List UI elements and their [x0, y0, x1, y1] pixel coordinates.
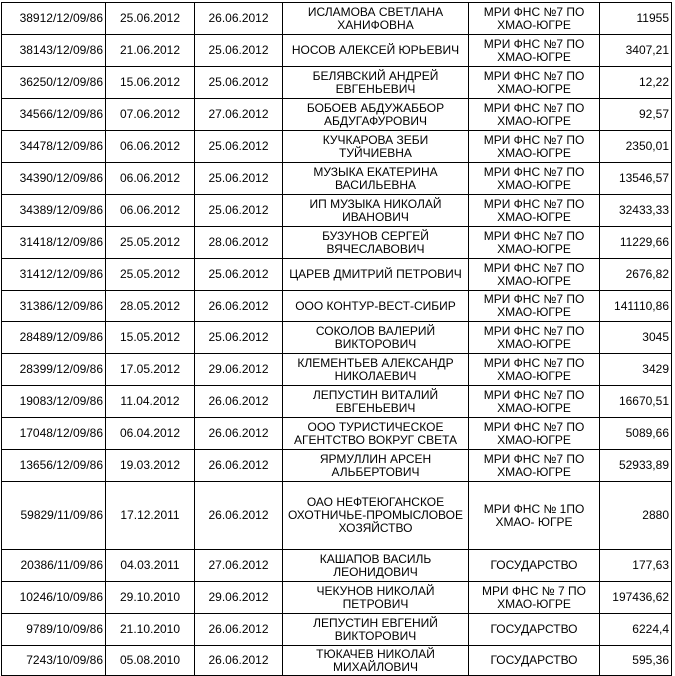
table-row: [2, 386, 672, 418]
amount-cell: 2350,01: [600, 131, 672, 163]
creditor-cell: ГОСУДАРСТВО: [469, 646, 600, 676]
debtor-name-cell: БУЗУНОВ СЕРГЕЙ ВЯЧЕСЛАВОВИЧ: [283, 227, 469, 259]
start-date-cell: 19.03.2012: [106, 450, 195, 482]
debtor-name-cell: КУЧКАРОВА ЗЕБИ ТУЙЧИЕВНА: [283, 131, 469, 163]
debtor-name-cell: ЧЕКУНОВ НИКОЛАЙ ПЕТРОВИЧ: [283, 582, 469, 614]
table-body: [2, 3, 672, 676]
start-date-cell: 06.04.2012: [106, 418, 195, 450]
end-date-cell: 26.06.2012: [195, 418, 283, 450]
start-date-cell: 25.06.2012: [106, 3, 195, 35]
start-date-cell: 15.06.2012: [106, 67, 195, 99]
start-date-cell: 29.10.2010: [106, 582, 195, 614]
debtor-name-cell: БЕЛЯВСКИЙ АНДРЕЙ ЕВГЕНЬЕВИЧ: [283, 67, 469, 99]
creditor-cell: МРИ ФНС №7 ПО ХМАО-ЮГРЕ: [469, 259, 600, 291]
amount-cell: 13546,57: [600, 163, 672, 195]
start-date-cell: 07.06.2012: [106, 99, 195, 131]
start-date-cell: 05.08.2010: [106, 646, 195, 676]
debtor-name-cell: ООО ТУРИСТИЧЕСКОЕ АГЕНТСТВО ВОКРУГ СВЕТА: [283, 418, 469, 450]
amount-cell: 52933,89: [600, 450, 672, 482]
amount-cell: 11955: [600, 3, 672, 35]
creditor-cell: МРИ ФНС №7 ПО ХМАО-ЮГРЕ: [469, 354, 600, 386]
table-row: [2, 418, 672, 450]
creditor-cell: МРИ ФНС № 7 ПО ХМАО-ЮГРЕ: [469, 582, 600, 614]
debt-register-table: [1, 2, 672, 676]
amount-cell: 3045: [600, 322, 672, 354]
debtor-name-cell: ИСЛАМОВА СВЕТЛАНА ХАНИФОВНА: [283, 3, 469, 35]
end-date-cell: 26.06.2012: [195, 386, 283, 418]
start-date-cell: 17.12.2011: [106, 482, 195, 550]
start-date-cell: 04.03.2011: [106, 550, 195, 582]
amount-cell: 3407,21: [600, 35, 672, 67]
debtor-name-cell: ЛЕПУСТИН ВИТАЛИЙ ЕВГЕНЬЕВИЧ: [283, 386, 469, 418]
start-date-cell: 17.05.2012: [106, 354, 195, 386]
amount-cell: 177,63: [600, 550, 672, 582]
end-date-cell: 25.06.2012: [195, 35, 283, 67]
case-number-cell: 38143/12/09/86: [2, 35, 106, 67]
creditor-cell: МРИ ФНС №7 ПО ХМАО-ЮГРЕ: [469, 450, 600, 482]
debtor-name-cell: БОБОЕВ АБДУЖАББОР АБДУГАФУРОВИЧ: [283, 99, 469, 131]
creditor-cell: МРИ ФНС №7 ПО ХМАО-ЮГРЕ: [469, 67, 600, 99]
creditor-cell: МРИ ФНС №7 ПО ХМАО-ЮГРЕ: [469, 291, 600, 322]
end-date-cell: 26.06.2012: [195, 614, 283, 646]
end-date-cell: 25.06.2012: [195, 259, 283, 291]
case-number-cell: 13656/12/09/86: [2, 450, 106, 482]
case-number-cell: 7243/10/09/86: [2, 646, 106, 676]
end-date-cell: 25.06.2012: [195, 131, 283, 163]
creditor-cell: МРИ ФНС №7 ПО ХМАО-ЮГРЕ: [469, 195, 600, 227]
start-date-cell: 11.04.2012: [106, 386, 195, 418]
creditor-cell: МРИ ФНС №7 ПО ХМАО-ЮГРЕ: [469, 35, 600, 67]
amount-cell: 16670,51: [600, 386, 672, 418]
start-date-cell: 15.05.2012: [106, 322, 195, 354]
end-date-cell: 27.06.2012: [195, 550, 283, 582]
amount-cell: 197436,62: [600, 582, 672, 614]
start-date-cell: 25.05.2012: [106, 259, 195, 291]
creditor-cell: МРИ ФНС №7 ПО ХМАО-ЮГРЕ: [469, 418, 600, 450]
table-row: [2, 35, 672, 67]
case-number-cell: 31418/12/09/86: [2, 227, 106, 259]
debtor-name-cell: ИП МУЗЫКА НИКОЛАЙ ИВАНОВИЧ: [283, 195, 469, 227]
table-row: [2, 550, 672, 582]
creditor-cell: МРИ ФНС № 1ПО ХМАО- ЮГРЕ: [469, 482, 600, 550]
table-row: [2, 3, 672, 35]
amount-cell: 5089,66: [600, 418, 672, 450]
debtor-name-cell: КАШАПОВ ВАСИЛЬ ЛЕОНИДОВИЧ: [283, 550, 469, 582]
case-number-cell: 59829/11/09/86: [2, 482, 106, 550]
start-date-cell: 25.05.2012: [106, 227, 195, 259]
case-number-cell: 38912/12/09/86: [2, 3, 106, 35]
table-row: [2, 450, 672, 482]
case-number-cell: 28489/12/09/86: [2, 322, 106, 354]
case-number-cell: 31386/12/09/86: [2, 291, 106, 322]
table-row: [2, 67, 672, 99]
amount-cell: 3429: [600, 354, 672, 386]
end-date-cell: 25.06.2012: [195, 195, 283, 227]
case-number-cell: 20386/11/09/86: [2, 550, 106, 582]
amount-cell: 12,22: [600, 67, 672, 99]
case-number-cell: 10246/10/09/86: [2, 582, 106, 614]
end-date-cell: 28.06.2012: [195, 227, 283, 259]
end-date-cell: 29.06.2012: [195, 354, 283, 386]
table-row: [2, 195, 672, 227]
end-date-cell: 29.06.2012: [195, 582, 283, 614]
table-row: [2, 582, 672, 614]
table-row: [2, 322, 672, 354]
end-date-cell: 26.06.2012: [195, 291, 283, 322]
start-date-cell: 21.06.2012: [106, 35, 195, 67]
case-number-cell: 34389/12/09/86: [2, 195, 106, 227]
amount-cell: 92,57: [600, 99, 672, 131]
creditor-cell: МРИ ФНС №7 ПО ХМАО-ЮГРЕ: [469, 99, 600, 131]
amount-cell: 595,36: [600, 646, 672, 676]
case-number-cell: 34390/12/09/86: [2, 163, 106, 195]
creditor-cell: МРИ ФНС №7 ПО ХМАО-ЮГРЕ: [469, 163, 600, 195]
table-row: [2, 99, 672, 131]
case-number-cell: 19083/12/09/86: [2, 386, 106, 418]
table-row: [2, 354, 672, 386]
amount-cell: 141110,86: [600, 291, 672, 322]
creditor-cell: МРИ ФНС №7 ПО ХМАО-ЮГРЕ: [469, 322, 600, 354]
amount-cell: 6224,4: [600, 614, 672, 646]
table-row: [2, 614, 672, 646]
end-date-cell: 25.06.2012: [195, 322, 283, 354]
start-date-cell: 06.06.2012: [106, 163, 195, 195]
creditor-cell: МРИ ФНС №7 ПО ХМАО-ЮГРЕ: [469, 386, 600, 418]
amount-cell: 32433,33: [600, 195, 672, 227]
creditor-cell: МРИ ФНС №7 ПО ХМАО-ЮГРЕ: [469, 3, 600, 35]
end-date-cell: 25.06.2012: [195, 163, 283, 195]
debtor-name-cell: ТЮКАЧЕВ НИКОЛАЙ МИХАЙЛОВИЧ: [283, 646, 469, 676]
amount-cell: 2676,82: [600, 259, 672, 291]
start-date-cell: 06.06.2012: [106, 131, 195, 163]
end-date-cell: 26.06.2012: [195, 3, 283, 35]
amount-cell: 11229,66: [600, 227, 672, 259]
debtor-name-cell: КЛЕМЕНТЬЕВ АЛЕКСАНДР НИКОЛАЕВИЧ: [283, 354, 469, 386]
start-date-cell: 28.05.2012: [106, 291, 195, 322]
debtor-name-cell: ЛЕПУСТИН ЕВГЕНИЙ ВИКТОРОВИЧ: [283, 614, 469, 646]
creditor-cell: МРИ ФНС №7 ПО ХМАО-ЮГРЕ: [469, 131, 600, 163]
case-number-cell: 9789/10/09/86: [2, 614, 106, 646]
creditor-cell: МРИ ФНС №7 ПО ХМАО-ЮГРЕ: [469, 227, 600, 259]
debtor-name-cell: НОСОВ АЛЕКСЕЙ ЮРЬЕВИЧ: [283, 35, 469, 67]
case-number-cell: 36250/12/09/86: [2, 67, 106, 99]
case-number-cell: 31412/12/09/86: [2, 259, 106, 291]
case-number-cell: 17048/12/09/86: [2, 418, 106, 450]
table-row: [2, 482, 672, 550]
table-row: [2, 291, 672, 322]
case-number-cell: 34566/12/09/86: [2, 99, 106, 131]
table-row: [2, 259, 672, 291]
creditor-cell: ГОСУДАРСТВО: [469, 550, 600, 582]
case-number-cell: 28399/12/09/86: [2, 354, 106, 386]
table-row: [2, 163, 672, 195]
table-row: [2, 227, 672, 259]
debtor-name-cell: ОАО НЕФТЕЮГАНСКОЕ ОХОТНИЧЬЕ-ПРОМЫСЛОВОЕ ХОЗЯЙСТВО: [283, 482, 469, 550]
amount-cell: 2880: [600, 482, 672, 550]
debtor-name-cell: ЯРМУЛЛИН АРСЕН АЛЬБЕРТОВИЧ: [283, 450, 469, 482]
debtor-name-cell: ООО КОНТУР-ВЕСТ-СИБИР: [283, 291, 469, 322]
table-row: [2, 131, 672, 163]
start-date-cell: 21.10.2010: [106, 614, 195, 646]
case-number-cell: 34478/12/09/86: [2, 131, 106, 163]
table-row: [2, 646, 672, 676]
end-date-cell: 26.06.2012: [195, 482, 283, 550]
start-date-cell: 06.06.2012: [106, 195, 195, 227]
creditor-cell: ГОСУДАРСТВО: [469, 614, 600, 646]
end-date-cell: 26.06.2012: [195, 450, 283, 482]
end-date-cell: 26.06.2012: [195, 646, 283, 676]
debtor-name-cell: МУЗЫКА ЕКАТЕРИНА ВАСИЛЬЕВНА: [283, 163, 469, 195]
end-date-cell: 27.06.2012: [195, 99, 283, 131]
debtor-name-cell: СОКОЛОВ ВАЛЕРИЙ ВИКТОРОВИЧ: [283, 322, 469, 354]
debtor-name-cell: ЦАРЕВ ДМИТРИЙ ПЕТРОВИЧ: [283, 259, 469, 291]
end-date-cell: 25.06.2012: [195, 67, 283, 99]
